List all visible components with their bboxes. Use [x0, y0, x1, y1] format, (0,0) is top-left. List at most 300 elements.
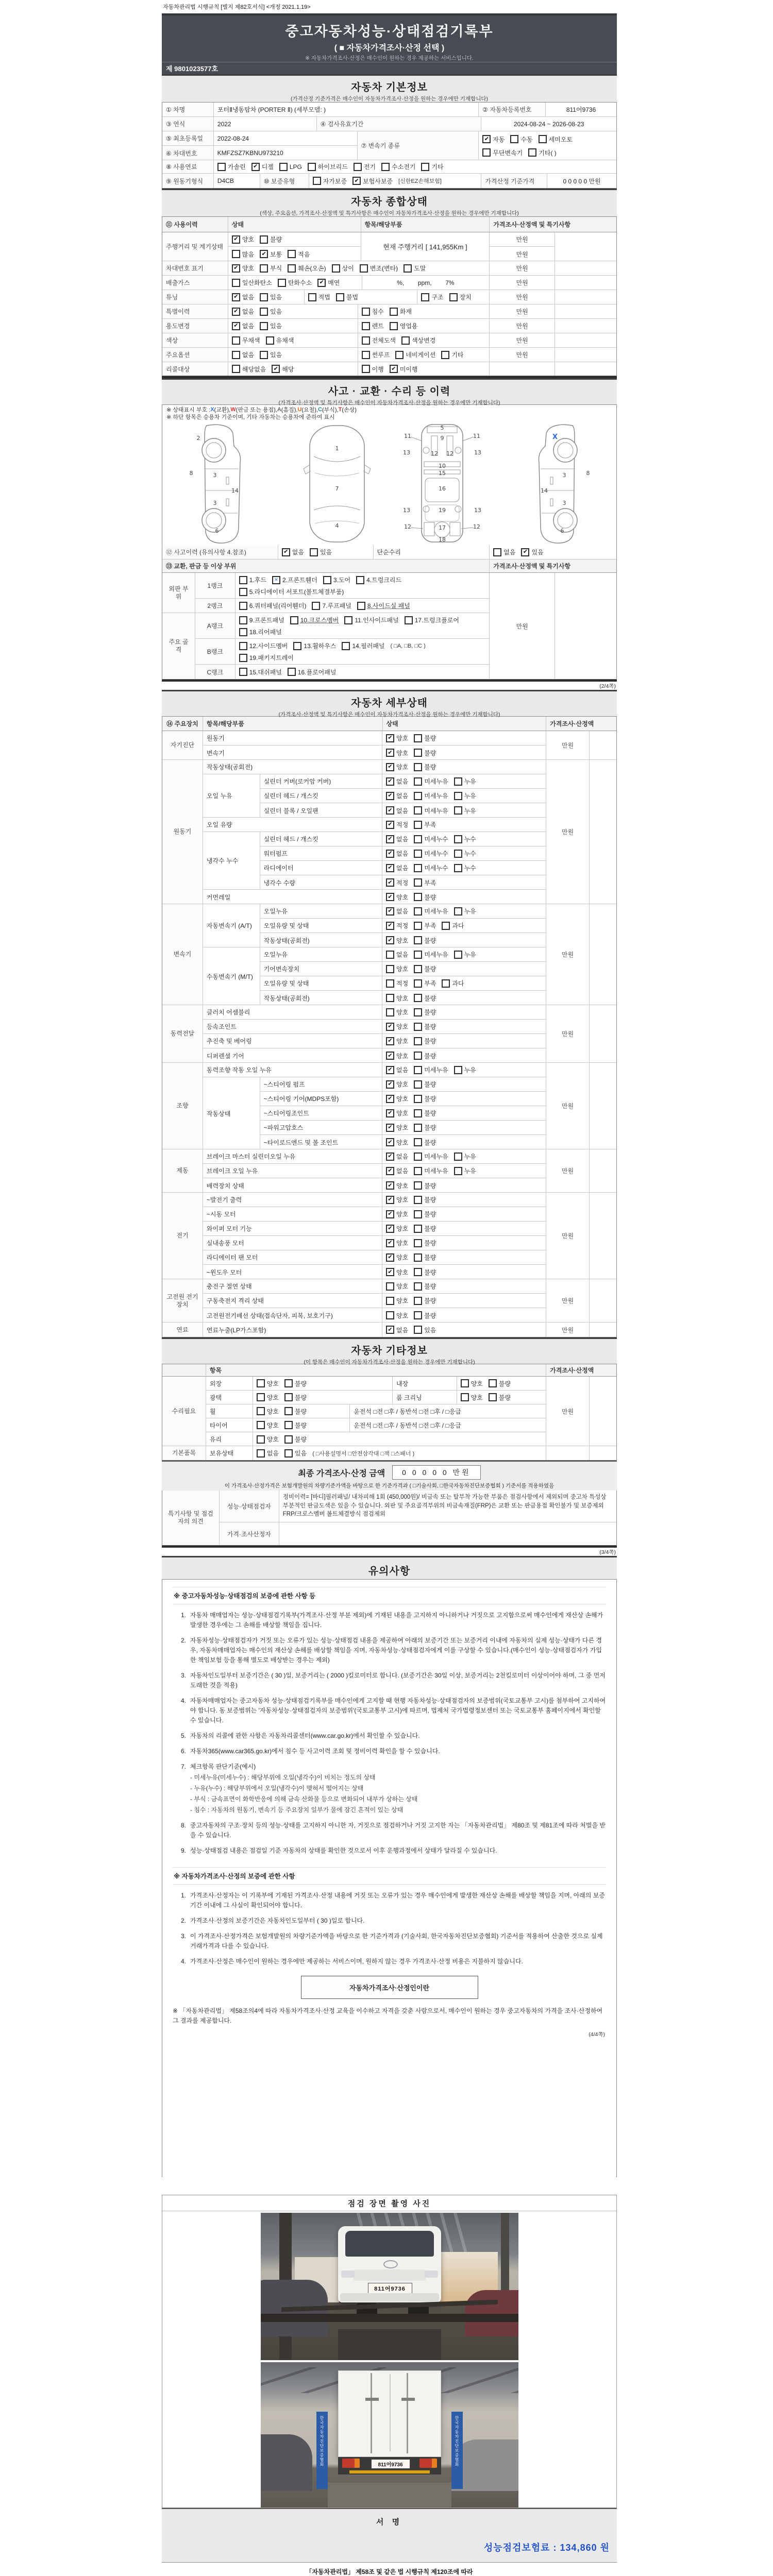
check-option[interactable]	[386, 777, 408, 786]
check-option[interactable]	[360, 264, 398, 273]
check-option[interactable]	[232, 264, 254, 273]
checkbox[interactable]	[414, 1167, 422, 1175]
check-option[interactable]	[332, 264, 354, 273]
check-option[interactable]	[386, 936, 408, 945]
checkbox[interactable]	[386, 922, 394, 930]
checkbox[interactable]	[217, 163, 226, 171]
check-option[interactable]	[414, 1282, 436, 1291]
checkbox[interactable]	[414, 1153, 422, 1161]
checkbox[interactable]	[454, 907, 462, 916]
checkbox[interactable]	[313, 177, 321, 185]
check-option[interactable]	[288, 668, 337, 676]
checkbox[interactable]	[362, 336, 370, 345]
checkbox[interactable]	[386, 1297, 394, 1305]
check-option[interactable]	[454, 777, 476, 786]
check-option[interactable]	[390, 321, 418, 330]
checkbox[interactable]	[386, 1282, 394, 1291]
check-option[interactable]	[232, 350, 254, 359]
checkbox[interactable]	[293, 642, 301, 650]
checkbox[interactable]	[239, 642, 247, 650]
check-option[interactable]	[414, 749, 436, 757]
check-option[interactable]	[386, 1052, 408, 1060]
check-option[interactable]	[414, 820, 436, 829]
check-option[interactable]	[454, 835, 476, 843]
checkbox[interactable]	[401, 336, 410, 345]
check-option[interactable]	[414, 1181, 436, 1190]
checkbox[interactable]	[386, 1052, 394, 1060]
checkbox[interactable]	[386, 1080, 394, 1089]
check-option[interactable]	[362, 307, 384, 316]
checkbox[interactable]	[489, 1379, 497, 1387]
checkbox[interactable]	[386, 1153, 394, 1161]
check-option[interactable]	[414, 1195, 436, 1204]
checkbox[interactable]	[414, 1297, 422, 1305]
check-option[interactable]	[414, 863, 448, 872]
checkbox[interactable]	[414, 1080, 422, 1089]
check-option[interactable]	[386, 1109, 408, 1117]
check-option[interactable]	[390, 365, 418, 374]
checkbox[interactable]	[386, 763, 394, 771]
checkbox[interactable]	[260, 308, 268, 316]
check-option[interactable]	[386, 734, 408, 742]
check-option[interactable]	[288, 264, 326, 273]
check-option[interactable]	[414, 835, 448, 843]
checkbox[interactable]	[260, 322, 268, 330]
check-option[interactable]	[272, 575, 317, 584]
checkbox[interactable]	[232, 336, 240, 345]
check-option[interactable]	[401, 336, 435, 345]
checkbox[interactable]	[414, 1095, 422, 1103]
checkbox[interactable]	[441, 351, 449, 359]
checkbox[interactable]	[386, 749, 394, 757]
check-option[interactable]	[390, 307, 412, 316]
checkbox[interactable]	[539, 135, 547, 143]
check-option[interactable]	[442, 979, 464, 988]
checkbox[interactable]	[386, 1167, 394, 1175]
checkbox[interactable]	[232, 264, 240, 273]
check-option[interactable]	[454, 791, 476, 800]
check-option[interactable]	[404, 264, 426, 273]
check-option[interactable]	[284, 1449, 307, 1458]
checkbox[interactable]	[362, 365, 370, 373]
checkbox[interactable]	[239, 602, 247, 610]
check-option[interactable]	[414, 1022, 436, 1031]
checkbox[interactable]	[386, 1225, 394, 1233]
check-option[interactable]	[414, 878, 436, 887]
checkbox[interactable]	[257, 1407, 265, 1415]
checkbox[interactable]	[284, 1421, 293, 1429]
check-option[interactable]	[414, 1210, 436, 1218]
checkbox[interactable]	[386, 850, 394, 858]
check-option[interactable]	[266, 336, 294, 345]
check-option[interactable]	[317, 278, 340, 287]
checkbox[interactable]	[414, 936, 422, 944]
checkbox[interactable]	[317, 279, 326, 287]
checkbox[interactable]	[414, 1225, 422, 1233]
checkbox[interactable]	[510, 135, 518, 143]
check-option[interactable]	[414, 1052, 436, 1060]
check-option[interactable]	[386, 762, 408, 771]
check-option[interactable]	[386, 1326, 408, 1334]
check-option[interactable]	[310, 548, 332, 556]
checkbox[interactable]	[239, 628, 247, 636]
checkbox[interactable]	[386, 1181, 394, 1190]
check-option[interactable]	[414, 806, 448, 815]
checkbox[interactable]	[414, 965, 422, 973]
checkbox[interactable]	[356, 576, 364, 584]
check-option[interactable]	[441, 350, 463, 359]
checkbox[interactable]	[414, 1282, 422, 1291]
checkbox[interactable]	[414, 850, 422, 858]
check-option[interactable]	[386, 1123, 408, 1132]
checkbox[interactable]	[257, 1421, 265, 1429]
checkbox[interactable]	[414, 1239, 422, 1247]
check-option[interactable]	[232, 307, 254, 316]
checkbox[interactable]	[454, 806, 462, 815]
checkbox[interactable]	[257, 1449, 265, 1458]
checkbox[interactable]	[390, 322, 398, 330]
check-option[interactable]	[354, 162, 376, 171]
checkbox[interactable]	[260, 235, 268, 244]
checkbox[interactable]	[232, 250, 240, 258]
check-option[interactable]	[414, 1296, 436, 1305]
check-option[interactable]	[414, 1123, 436, 1132]
checkbox[interactable]	[386, 1138, 394, 1146]
check-option[interactable]	[386, 1268, 408, 1277]
checkbox[interactable]	[454, 850, 462, 858]
check-option[interactable]	[414, 1239, 436, 1247]
checkbox[interactable]	[308, 163, 316, 171]
check-option[interactable]	[461, 1393, 483, 1402]
checkbox[interactable]	[362, 351, 370, 359]
check-option[interactable]	[386, 1195, 408, 1204]
check-option[interactable]	[386, 878, 408, 887]
checkbox[interactable]	[454, 792, 462, 800]
check-option[interactable]	[257, 1435, 279, 1444]
check-option[interactable]	[414, 762, 436, 771]
checkbox[interactable]	[386, 1210, 394, 1218]
check-option[interactable]	[414, 964, 436, 973]
checkbox[interactable]	[414, 1066, 422, 1074]
checkbox[interactable]	[386, 792, 394, 800]
checkbox[interactable]	[414, 1008, 422, 1016]
checkbox[interactable]	[414, 749, 422, 757]
checkbox[interactable]	[482, 135, 491, 143]
check-option[interactable]	[362, 365, 384, 374]
check-option[interactable]	[386, 1080, 408, 1089]
check-option[interactable]	[239, 616, 284, 624]
checkbox[interactable]	[239, 668, 247, 676]
checkbox[interactable]	[414, 1109, 422, 1117]
check-option[interactable]	[356, 575, 401, 584]
checkbox[interactable]	[386, 1124, 394, 1132]
check-option[interactable]	[217, 162, 246, 171]
checkbox[interactable]	[405, 616, 413, 624]
checkbox[interactable]	[414, 821, 422, 829]
check-option[interactable]	[257, 1379, 279, 1388]
check-option[interactable]	[454, 950, 476, 959]
checkbox[interactable]	[284, 1407, 293, 1415]
check-option[interactable]	[414, 1268, 436, 1277]
checkbox[interactable]	[521, 548, 529, 556]
checkbox[interactable]	[386, 734, 394, 742]
checkbox[interactable]	[290, 616, 298, 624]
check-option[interactable]	[357, 601, 410, 610]
check-option[interactable]	[421, 162, 443, 171]
checkbox[interactable]	[461, 1379, 469, 1387]
checkbox[interactable]	[386, 1109, 394, 1117]
check-option[interactable]	[239, 575, 266, 584]
check-option[interactable]	[386, 907, 408, 916]
check-option[interactable]	[386, 1224, 408, 1233]
checkbox[interactable]	[288, 264, 296, 273]
check-option[interactable]	[260, 321, 282, 330]
check-option[interactable]	[282, 548, 304, 556]
check-option[interactable]	[232, 293, 254, 301]
checkbox[interactable]	[414, 1196, 422, 1204]
checkbox[interactable]	[260, 293, 268, 301]
check-option[interactable]	[414, 791, 448, 800]
check-option[interactable]	[362, 321, 384, 330]
check-option[interactable]	[386, 1253, 408, 1262]
check-option[interactable]	[272, 365, 294, 374]
checkbox[interactable]	[454, 1167, 462, 1175]
check-option[interactable]	[414, 936, 436, 945]
checkbox[interactable]	[414, 893, 422, 901]
checkbox[interactable]	[390, 365, 398, 373]
check-option[interactable]	[482, 135, 505, 144]
check-option[interactable]	[386, 849, 408, 858]
check-option[interactable]	[454, 849, 476, 858]
check-option[interactable]	[414, 849, 448, 858]
checkbox[interactable]	[260, 250, 268, 258]
checkbox[interactable]	[257, 1435, 265, 1444]
checkbox[interactable]	[354, 163, 362, 171]
check-option[interactable]	[454, 1166, 476, 1175]
check-option[interactable]	[539, 135, 573, 144]
check-option[interactable]	[386, 1065, 408, 1074]
check-option[interactable]	[288, 250, 310, 259]
check-option[interactable]	[386, 749, 408, 757]
checkbox[interactable]	[386, 878, 394, 887]
checkbox[interactable]	[414, 922, 422, 930]
checkbox[interactable]	[414, 1181, 422, 1190]
check-option[interactable]	[239, 601, 307, 610]
check-option[interactable]	[362, 350, 390, 359]
check-option[interactable]	[239, 628, 282, 636]
check-option[interactable]	[386, 1022, 408, 1031]
check-option[interactable]	[454, 1065, 476, 1074]
checkbox[interactable]	[386, 979, 394, 988]
checkbox[interactable]	[232, 308, 240, 316]
check-option[interactable]	[386, 863, 408, 872]
checkbox[interactable]	[404, 264, 412, 273]
check-option[interactable]	[386, 835, 408, 843]
check-option[interactable]	[308, 162, 348, 171]
checkbox[interactable]	[414, 1268, 422, 1276]
check-option[interactable]	[323, 575, 350, 584]
checkbox[interactable]	[386, 1196, 394, 1204]
checkbox[interactable]	[288, 250, 296, 258]
checkbox[interactable]	[279, 163, 288, 171]
checkbox[interactable]	[386, 806, 394, 815]
check-option[interactable]	[260, 235, 282, 244]
checkbox[interactable]	[386, 1008, 394, 1016]
checkbox[interactable]	[395, 351, 404, 359]
check-option[interactable]	[284, 1407, 307, 1416]
check-option[interactable]	[257, 1421, 279, 1430]
checkbox[interactable]	[386, 936, 394, 944]
check-option[interactable]	[232, 336, 260, 345]
checkbox[interactable]	[344, 616, 352, 624]
check-option[interactable]	[489, 1379, 511, 1388]
checkbox[interactable]	[360, 264, 368, 273]
checkbox[interactable]	[528, 148, 536, 157]
checkbox[interactable]	[362, 308, 370, 316]
check-option[interactable]	[279, 163, 302, 171]
check-option[interactable]	[290, 616, 339, 624]
check-option[interactable]	[260, 264, 282, 273]
check-option[interactable]	[405, 616, 459, 624]
check-option[interactable]	[386, 1166, 408, 1175]
checkbox[interactable]	[386, 965, 394, 973]
checkbox[interactable]	[266, 336, 274, 345]
check-option[interactable]	[454, 1152, 476, 1161]
checkbox[interactable]	[390, 308, 398, 316]
check-option[interactable]	[414, 1094, 436, 1103]
check-option[interactable]	[386, 1311, 408, 1320]
checkbox[interactable]	[414, 979, 422, 988]
checkbox[interactable]	[272, 576, 280, 584]
checkbox[interactable]	[454, 951, 462, 959]
checkbox[interactable]	[493, 548, 501, 556]
checkbox[interactable]	[284, 1435, 293, 1444]
check-option[interactable]	[278, 278, 312, 287]
check-option[interactable]	[414, 1080, 436, 1089]
checkbox[interactable]	[386, 1268, 394, 1276]
check-option[interactable]	[414, 1008, 436, 1016]
checkbox[interactable]	[386, 1311, 394, 1319]
check-option[interactable]	[239, 653, 294, 662]
check-option[interactable]	[386, 1152, 408, 1161]
check-option[interactable]	[414, 1224, 436, 1233]
checkbox[interactable]	[232, 365, 240, 373]
checkbox[interactable]	[489, 1393, 497, 1401]
check-option[interactable]	[284, 1435, 307, 1444]
check-option[interactable]	[414, 777, 448, 786]
check-option[interactable]	[386, 806, 408, 815]
check-option[interactable]	[386, 1296, 408, 1305]
check-option[interactable]	[352, 177, 393, 185]
checkbox[interactable]	[239, 576, 247, 584]
checkbox[interactable]	[386, 1095, 394, 1103]
checkbox[interactable]	[414, 1253, 422, 1262]
check-option[interactable]	[239, 668, 282, 676]
checkbox[interactable]	[239, 588, 247, 596]
check-option[interactable]	[421, 293, 443, 301]
checkbox[interactable]	[272, 365, 280, 373]
checkbox[interactable]	[414, 763, 422, 771]
checkbox[interactable]	[449, 293, 458, 301]
checkbox[interactable]	[342, 642, 350, 650]
check-option[interactable]	[293, 641, 336, 650]
checkbox[interactable]	[454, 1153, 462, 1161]
check-option[interactable]	[386, 820, 408, 829]
check-option[interactable]	[386, 964, 408, 973]
checkbox[interactable]	[352, 177, 361, 185]
check-option[interactable]	[395, 350, 435, 359]
check-option[interactable]	[257, 1407, 279, 1416]
checkbox[interactable]	[386, 1253, 394, 1262]
checkbox[interactable]	[414, 777, 422, 786]
check-option[interactable]	[482, 148, 523, 157]
check-option[interactable]	[386, 950, 408, 959]
checkbox[interactable]	[310, 548, 318, 556]
checkbox[interactable]	[257, 1393, 265, 1401]
checkbox[interactable]	[282, 548, 290, 556]
check-option[interactable]	[239, 587, 344, 596]
check-option[interactable]	[414, 1109, 436, 1117]
checkbox[interactable]	[284, 1449, 293, 1458]
check-option[interactable]	[232, 278, 272, 287]
checkbox[interactable]	[386, 777, 394, 786]
check-option[interactable]	[284, 1393, 307, 1402]
check-option[interactable]	[386, 994, 408, 1003]
checkbox[interactable]	[386, 1326, 394, 1334]
checkbox[interactable]	[232, 235, 240, 244]
check-option[interactable]	[414, 893, 436, 902]
checkbox[interactable]	[414, 1311, 422, 1319]
check-option[interactable]	[454, 907, 476, 916]
check-option[interactable]	[386, 1008, 408, 1016]
check-option[interactable]	[386, 1210, 408, 1218]
checkbox[interactable]	[414, 792, 422, 800]
checkbox[interactable]	[386, 835, 394, 843]
checkbox[interactable]	[232, 293, 240, 301]
checkbox[interactable]	[386, 1239, 394, 1247]
checkbox[interactable]	[414, 734, 422, 742]
check-option[interactable]	[313, 177, 347, 185]
check-option[interactable]	[414, 734, 436, 742]
checkbox[interactable]	[386, 951, 394, 959]
check-option[interactable]	[308, 293, 330, 301]
checkbox[interactable]	[414, 1124, 422, 1132]
checkbox[interactable]	[414, 1210, 422, 1218]
check-option[interactable]	[414, 1253, 436, 1262]
checkbox[interactable]	[386, 1066, 394, 1074]
checkbox[interactable]	[421, 293, 429, 301]
checkbox[interactable]	[386, 864, 394, 872]
check-option[interactable]	[336, 293, 358, 301]
check-option[interactable]	[414, 979, 436, 988]
checkbox[interactable]	[332, 264, 340, 273]
check-option[interactable]	[386, 1181, 408, 1190]
checkbox[interactable]	[442, 979, 450, 988]
check-option[interactable]	[449, 293, 472, 301]
check-option[interactable]	[362, 336, 396, 345]
check-option[interactable]	[232, 250, 254, 259]
checkbox[interactable]	[414, 806, 422, 815]
check-option[interactable]	[493, 548, 515, 556]
check-option[interactable]	[251, 162, 274, 171]
check-option[interactable]	[414, 921, 436, 930]
checkbox[interactable]	[414, 1052, 422, 1060]
checkbox[interactable]	[454, 835, 462, 843]
checkbox[interactable]	[288, 668, 296, 676]
check-option[interactable]	[461, 1379, 483, 1388]
check-option[interactable]	[381, 162, 415, 171]
checkbox[interactable]	[357, 602, 365, 610]
